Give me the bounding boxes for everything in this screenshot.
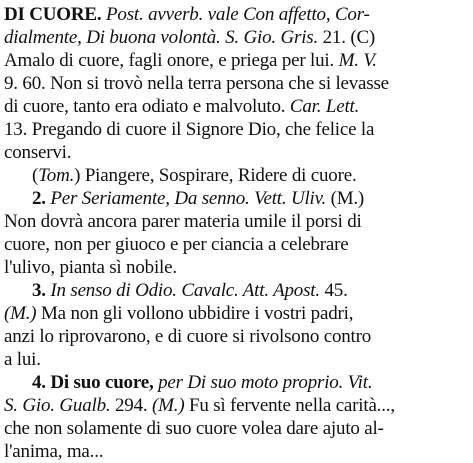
text-run: conservi. — [4, 142, 72, 163]
text-run: 21. (C) — [318, 27, 376, 48]
text-line — [4, 118, 470, 141]
text-run: 13. Pregando di cuore il Signore Dio, che felice la — [4, 119, 375, 140]
sense-heading — [4, 279, 470, 302]
text-line — [4, 95, 470, 118]
text-line — [4, 302, 470, 325]
text-line — [4, 141, 470, 164]
text-run: Car. Lett. — [285, 96, 360, 117]
text-run: cuore, non per giuoco e per ciancia a celebrare — [4, 234, 349, 255]
text-line — [4, 26, 470, 49]
text-run: DI CUORE. — [4, 4, 102, 25]
text-run: che non solamente di suo cuore volea dare ajuto al- — [4, 418, 384, 439]
text-run: (M.) — [326, 188, 365, 209]
text-line — [4, 325, 470, 348]
text-line — [4, 210, 470, 233]
text-run: Per Seriamente, Da senno. Vett. Uliv. — [50, 188, 327, 209]
text-run: per Di suo moto proprio. Vit. — [153, 372, 373, 393]
text-run: Tom. — [38, 165, 75, 186]
text-line — [4, 394, 470, 417]
text-line — [4, 3, 470, 26]
text-run: 9. 60. Non si trovò nella terra persona che si levasse — [4, 73, 389, 94]
text-run: Fu sì fervente nella carità..., — [184, 395, 395, 416]
text-run: a lui. — [4, 349, 41, 370]
sense-heading — [4, 187, 470, 210]
text-run: anzi lo riprovarono, e di cuore si rivolsono contro — [4, 326, 372, 347]
text-line — [4, 233, 470, 256]
text-run: (M.) — [152, 395, 185, 416]
text-run: ( — [32, 165, 39, 186]
text-run: di cuore, tanto era odiato e malvoluto. — [4, 96, 286, 117]
text-run: dialmente, Di buona volontà. S. Gio. Gris. — [4, 27, 319, 48]
text-run: In senso di Odio. Cavalc. Att. Apost. — [50, 280, 320, 301]
text-line — [4, 164, 470, 187]
text-run: 45. — [319, 280, 348, 301]
text-run: 3. — [32, 280, 51, 301]
text-line — [4, 72, 470, 95]
text-run: M. V. — [334, 50, 377, 71]
text-run: 2. — [32, 188, 51, 209]
text-run: 294. — [110, 395, 153, 416]
dictionary-entry — [4, 3, 470, 462]
text-run: Ma non gli vollono ubbidire i vostri padri, — [36, 303, 354, 324]
text-run: S. Gio. Gualb. — [4, 395, 111, 416]
text-run: l'anima, ma... — [4, 441, 104, 462]
text-run: 4. Di suo cuore, — [32, 372, 154, 393]
text-line — [4, 348, 470, 371]
text-line — [4, 440, 470, 463]
text-run: (M.) — [4, 303, 37, 324]
text-line — [4, 49, 470, 72]
text-run: ) Piangere, Sospirare, Ridere di cuore. — [74, 165, 357, 186]
text-run: Amalo di cuore, fagli onore, e priega per lui. — [4, 50, 335, 71]
text-line — [4, 256, 470, 279]
text-run: l'ulivo, pianta sì nobile. — [4, 257, 177, 278]
text-line — [4, 417, 470, 440]
sense-heading — [4, 371, 470, 394]
text-run: Non dovrà ancora parer materia umile il porsi di — [4, 211, 362, 232]
text-run: Post. avverb. vale Con affetto, Cor- — [106, 4, 370, 25]
